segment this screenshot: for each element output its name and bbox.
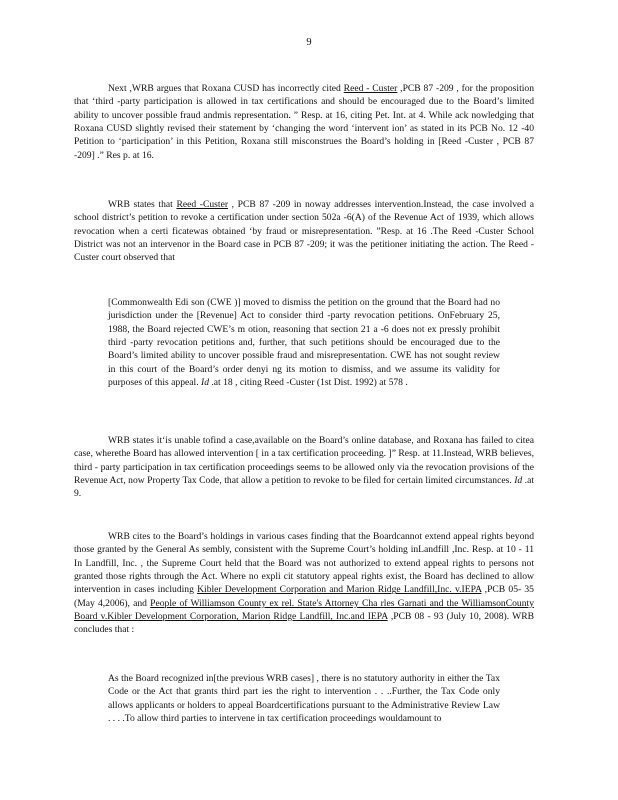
id-citation: Id: [514, 475, 523, 487]
case-citation-williamson-county: People of Williamson County ex rel. State's Attorney Cha rles Garnati and the WilliamsonCounty Board v.Kibler Development Corporation, Marion Ridge Landfill, Inc.and IEPA: [74, 597, 534, 623]
text-run: [Commonwealth Edi son (CWE )] moved to dismiss the petition on the ground that the Board had no jurisdiction under the [Revenue] Act to consider third -party revocation petitions. OnFebruary 25, 1988, the Board rejected CWE’s m otion, reasoning that section 21 a -6 does not ex pressly prohibit third -party revocation petitions and, further, that such petitions should be encouraged due to the Board’s limited ability to uncover possible fraud and misrepresentation. CWE has not sought review in this court of the Board’s order denyi ng its motion to dismiss, and we assume its validity for purposes of this appeal.: [108, 297, 500, 389]
paragraph-reed-custer-argument: [74, 82, 534, 162]
text-run: , PCB 87 -209 in noway addresses intervention.Instead, the case involved a school district’s petition to revoke a certification under section 502a -6(A) of the Revenue Act of 1939, which allows revocation when a certi ficatewas obtained ‘by fraud or misrepresentation. ”Resp. at 16 .The Reed -Custer School District was not an intervenor in the Board case in PCB 87 -209; it was the petitioner initiating the action. The Reed -Custer court observed that: [74, 199, 534, 264]
text-run: ,PCB 05- 35 (May 4,2006), and: [74, 584, 534, 609]
case-citation-reed-custer: Reed - Custer: [343, 83, 398, 94]
text-run: .at 18 , citing Reed -Custer (1st Dist. 1992) at 578 .: [209, 377, 408, 389]
text-run: As the Board recognized in[the previous WRB cases] , there is no statutory authority in either the Tax Code or the Act that grants third part ies the right to intervention . . ..Further, the Tax Code only allows applicants or holders to appeal Boardcertifications pursuant to the Administrative Review Law . . . .To allow third parties to intervene in tax certification proceedings wouldamount to: [108, 673, 500, 725]
paragraph-no-case-found: [74, 434, 534, 501]
text-run: WRB cites to the Board’s holdings in various cases finding that the Boardcannot extend appeal rights beyond those granted by the General As sembly, consistent with the Supreme Court’s holding inLandfill ,Inc. Resp. at 10 - 11 In Landfill, Inc. , the Supreme Court held that the Board was not authorized to extend appeal rights to persons not granted those rights through the Act. Where no expli cit statutory appeal rights exist, the Board has declined to allow intervention in cases including: [74, 531, 534, 596]
text-run: ,PCB 87 -209 , for the proposition that ‘third -party participation is allowed in tax certifications and should be encouraged due to the Board’s limited ability to uncover possible fraud andmis representation. ” Resp. at 16, citing Pet. Int. at 4. While ack nowledging that Roxana CUSD slightly revised their statement by ‘changing the word ‘intervent ion’ as stated in its PCB No. 12 -40 Petition to ‘participation’ in this Petition, Roxana still misconstrues the Board’s holding in [Reed -Custer , PCB 87 -209] .” Res p. at 16.: [74, 83, 534, 161]
paragraph-board-holdings: [74, 530, 534, 637]
text-run: WRB states that: [108, 199, 177, 210]
block-quote-commonwealth-edison: [108, 296, 500, 389]
case-citation-reed-custer: Reed -Custer: [176, 199, 229, 210]
block-quote-board-recognized: [108, 672, 500, 725]
paragraph-reed-custer-intervention: [74, 198, 534, 265]
text-run: ,PCB 08 - 93 (July 10, 2008). WRB concludes that :: [74, 611, 534, 636]
text-run: WRB states it‘is unable tofind a case,available on the Board’s online database, and Roxana has failed to citea case, wherethe Board has allowed intervention [ in a tax certification proceeding. ]” Resp. at 11.Instead, WRB believes, third - party participation in tax certification proceedings seems to be allowed only via the revocation provisions of the Revenue Act, now Property Tax Code, that allow a petition to revoke to be filed for certain limited circumstances.: [74, 435, 534, 487]
text-run: Next ,WRB argues that Roxana CUSD has incorrectly cited: [108, 83, 344, 94]
case-citation-kibler: Kibler Development Corporation and Marion Ridge Landfill,Inc. v.IEPA: [197, 584, 482, 596]
text-run: .at 9.: [74, 475, 534, 500]
page-number: 9: [306, 37, 312, 48]
id-citation: Id: [201, 377, 209, 389]
